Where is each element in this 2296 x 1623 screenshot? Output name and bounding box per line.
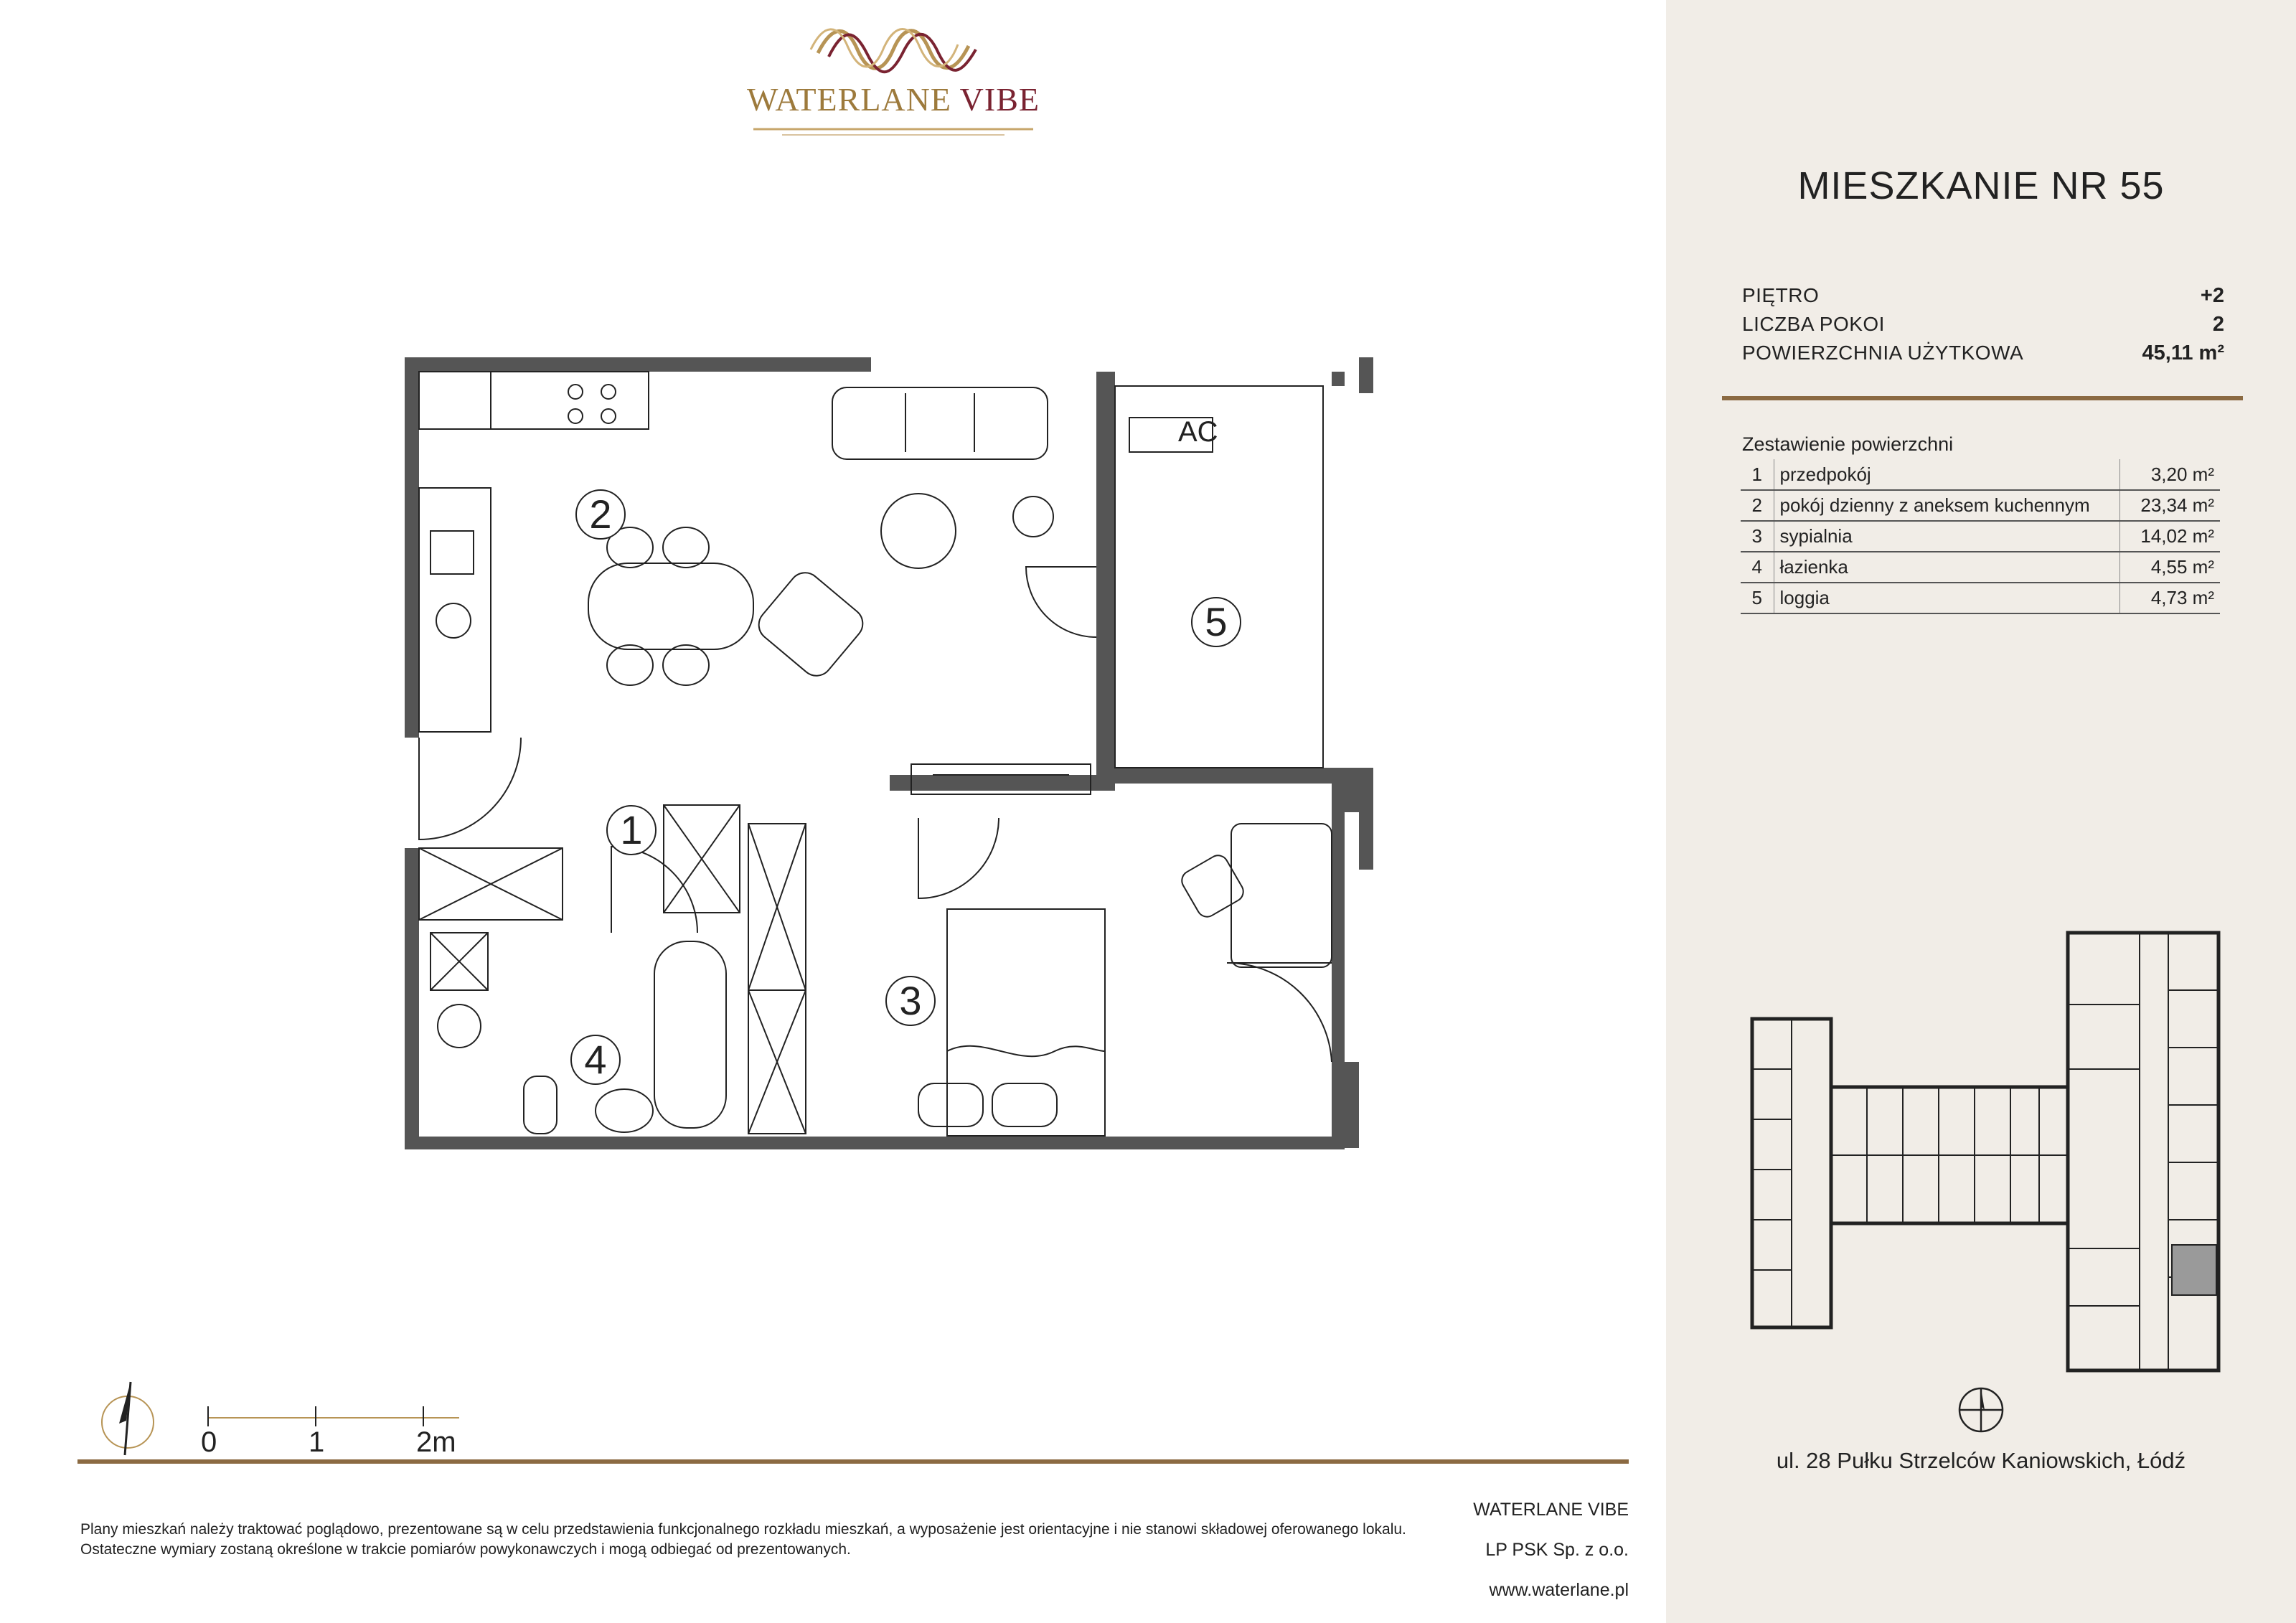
scale-tick-1: 1	[309, 1426, 325, 1458]
ac-unit-label: AC	[1178, 416, 1218, 448]
room-number-3: 3	[885, 976, 936, 1026]
building-key-plan	[1738, 926, 2226, 1378]
area-breakdown-table	[1741, 459, 2220, 614]
north-cross-icon	[1956, 1385, 2006, 1435]
disclaimer-text: Plany mieszkań należy traktować poglądowo, prezentowane są w celu przedstawienia funkcjonalnego rozkładu mieszkań, a wyposażenie jest orientacyjne i nie stanowi składowej oferowanego lokalu. Ostateczne wymiary zostaną określone w trakcie pomiarów powykonawczych i mogą odbiegać od prezentowanych.	[80, 1521, 1406, 1558]
area-breakdown-title: Zestawienie powierzchni	[1742, 433, 1954, 455]
room-number-1: 1	[606, 805, 657, 855]
room-number-5: 5	[1191, 597, 1241, 647]
footer-divider	[77, 1459, 1629, 1464]
apartment-floor-plan	[387, 344, 1406, 1177]
logo-underline	[739, 125, 1048, 139]
scale-tick-0: 0	[201, 1426, 217, 1458]
info-divider	[1722, 396, 2243, 400]
room-number-4: 4	[570, 1035, 621, 1085]
info-row-area: POWIERZCHNIA UŻYTKOWA 45,11 m²	[1742, 342, 2224, 364]
table-row: 3 sypialnia 14,02 m²	[1741, 521, 2220, 552]
brand-name: WATERLANE VIBE	[747, 81, 1040, 118]
info-row-floor: PIĘTRO +2	[1742, 284, 2224, 307]
room-number-2: 2	[575, 489, 626, 540]
address-text: ul. 28 Pułku Strzelców Kaniowskich, Łódź	[1776, 1448, 2186, 1473]
scale-bar	[194, 1392, 466, 1464]
info-panel	[1666, 0, 2296, 1623]
company-entity: LP PSK Sp. z o.o.	[1485, 1540, 1629, 1560]
company-name: WATERLANE VIBE	[1473, 1500, 1629, 1520]
scale-tick-2: 2m	[416, 1426, 456, 1458]
website-link[interactable]: www.waterlane.pl	[1489, 1580, 1629, 1600]
apartment-title: MIESZKANIE NR 55	[1797, 164, 2165, 207]
table-row: 1 przedpokój 3,20 m²	[1741, 459, 2220, 490]
table-row: 2 pokój dzienny z aneksem kuchennym 23,34 m²	[1741, 490, 2220, 521]
table-row: 5 loggia 4,73 m²	[1741, 583, 2220, 613]
highlighted-apartment	[2172, 1245, 2216, 1295]
info-row-rooms: LICZBA POKOI 2	[1742, 313, 2224, 336]
north-arrow-icon	[90, 1378, 169, 1457]
wave-logo-icon	[739, 17, 1048, 82]
brand-logo	[739, 17, 1048, 146]
floor-plan-drawing	[387, 344, 1406, 1177]
table-row: 4 łazienka 4,55 m²	[1741, 552, 2220, 583]
company-info	[1363, 1490, 1629, 1610]
